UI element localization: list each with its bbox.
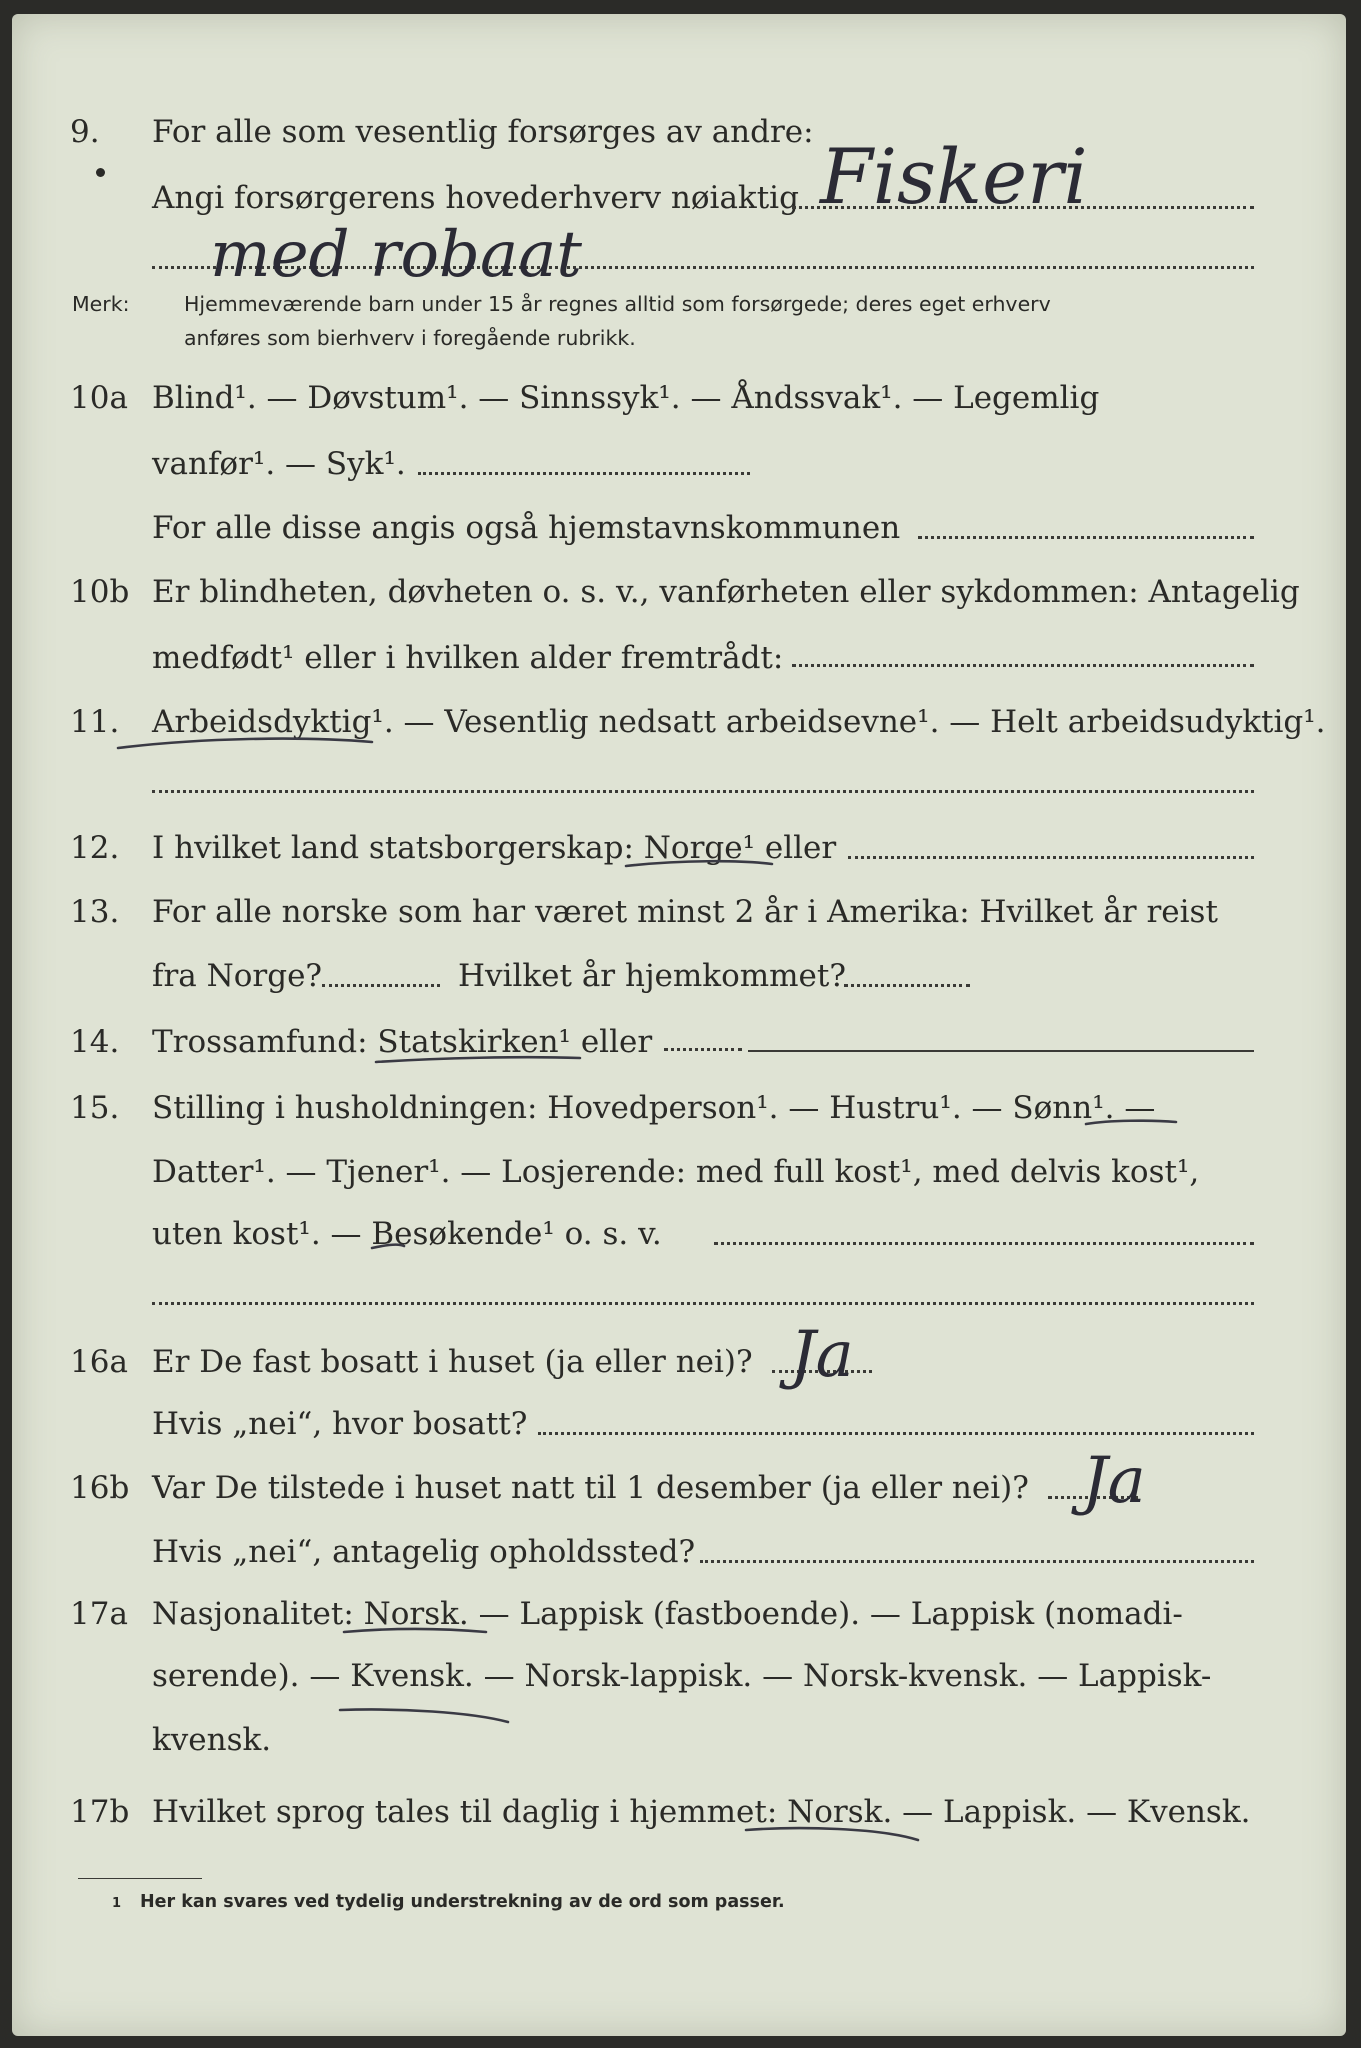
q17b-line1: Hvilket sprog tales til daglig i hjemmet: Norsk. — Lappisk. — Kvensk. [152, 1794, 1251, 1830]
q16a-residence-line [538, 1432, 1254, 1435]
merk-line2: anføres som bierhverv i foregående rubrikk. [184, 326, 636, 350]
q14-line1: Trossamfund: Statskirken¹ eller [152, 1024, 653, 1060]
q16b-handwritten-answer: Ja [1082, 1444, 1146, 1518]
q15-answer-line2 [152, 1302, 1254, 1305]
q9-question-line2: Angi forsørgerens hovederhverv nøiaktig [152, 180, 799, 216]
q15-line2: Datter¹. — Tjener¹. — Losjerende: med full kost¹, med delvis kost¹, [152, 1154, 1200, 1190]
q17a-line2: serende). — Kvensk. — Norsk-lappisk. — Norsk-kvensk. — Lappisk- [152, 1658, 1212, 1694]
q15-line3: uten kost¹. — Besøkende¹ o. s. v. [152, 1216, 662, 1252]
q17a-line3: kvensk. [152, 1722, 272, 1758]
q10a-line1: Blind¹. — Døvstum¹. — Sinnssyk¹. — Åndssvak¹. — Legemlig [152, 380, 1100, 416]
q13-return-year-line [844, 984, 970, 987]
q12-number: 12. [70, 830, 120, 866]
q13-line2b: Hvilket år hjemkommet? [458, 958, 846, 994]
q9-handwritten-answer1: Fiskeri [820, 132, 1088, 221]
q10a-number: 10a [70, 380, 128, 416]
footnote-separator [78, 1878, 202, 1879]
footnote-mark: 1 [112, 1896, 122, 1911]
q10b-number: 10b [70, 574, 130, 610]
q15-number: 15. [70, 1090, 120, 1126]
q14-answer-line [748, 1050, 1254, 1052]
q16b-number: 16b [70, 1470, 130, 1506]
footnote-text: Her kan svares ved tydelig understrekning av de ord som passer. [140, 1892, 785, 1912]
bullet-dot [96, 168, 105, 177]
q10b-line1: Er blindheten, døvheten o. s. v., vanførheten eller sykdommen: Antagelig [152, 574, 1300, 610]
q11-line1: Arbeidsdyktig¹. — Vesentlig nedsatt arbeidsevne¹. — Helt arbeidsudyktig¹. [152, 704, 1326, 740]
q13-line2a: fra Norge? [152, 958, 323, 994]
q12-line1: I hvilket land statsborgerskap: Norge¹ eller [152, 830, 837, 866]
q13-number: 13. [70, 894, 120, 930]
q10b-answer-line [792, 664, 1254, 667]
q16b-line2: Hvis „nei“, antagelig opholdssted? [152, 1534, 696, 1570]
q10a-line2: vanfør¹. — Syk¹. [152, 446, 406, 482]
q16a-line2: Hvis „nei“, hvor bosatt? [152, 1406, 528, 1442]
q14-number: 14. [70, 1024, 120, 1060]
q10a-line3: For alle disse angis også hjemstavnskommunen [152, 510, 901, 546]
q13-departure-year-line [322, 984, 440, 987]
q10a-home-municipality-line [918, 536, 1254, 539]
q9-handwritten-answer2: med robaat [210, 218, 582, 292]
q14-answer-line-dotted [664, 1048, 742, 1051]
q17a-line1: Nasjonalitet: Norsk. — Lappisk (fastboende). — Lappisk (nomadi- [152, 1596, 1183, 1632]
q16a-handwritten-answer: Ja [790, 1318, 854, 1392]
q11-answer-line [152, 790, 1254, 793]
q15-line1: Stilling i husholdningen: Hovedperson¹. — Hustru¹. — Sønn¹. — [152, 1090, 1156, 1126]
q12-answer-line [848, 856, 1254, 859]
q9-number: 9. [70, 114, 100, 150]
q17b-number: 17b [70, 1794, 130, 1830]
q13-line1: For alle norske som har været minst 2 år i Amerika: Hvilket år reist [152, 894, 1218, 930]
q16a-number: 16a [70, 1344, 128, 1380]
merk-line1: Hjemmeværende barn under 15 år regnes alltid som forsørgede; deres eget erhverv [184, 292, 1051, 316]
q16a-line1: Er De fast bosatt i huset (ja eller nei)? [152, 1344, 753, 1380]
q17a-number: 17a [70, 1596, 128, 1632]
q15-answer-line [714, 1242, 1254, 1245]
q9-question-line1: For alle som vesentlig forsørges av andre: [152, 114, 814, 150]
q16b-whereabouts-line [700, 1560, 1254, 1563]
q16b-line1: Var De tilstede i huset natt til 1 desember (ja eller nei)? [152, 1470, 1029, 1506]
q10a-answer-line [418, 472, 750, 475]
merk-label: Merk: [72, 292, 130, 316]
q11-number: 11. [70, 704, 120, 740]
q10b-line2: medfødt¹ eller i hvilken alder fremtrådt: [152, 640, 784, 676]
